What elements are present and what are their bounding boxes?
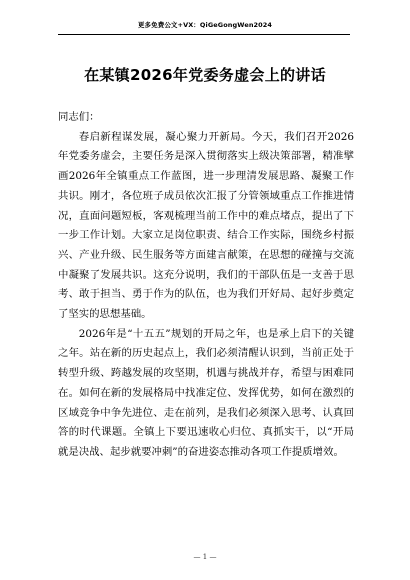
header-note: 更多免费公文+VX：QiGeGongWen2024 <box>137 21 273 29</box>
page-number: — 1 — <box>193 553 217 561</box>
document-body <box>58 108 354 463</box>
paragraph-1: 春启新程谋发展，凝心聚力开新局。今天，我们召开2026年党委务虚会，主要任务是深入贯彻落实上级决策部署，精准擘画2026年全镇重点工作蓝图，进一步理清发展思路、凝聚工作共识。刚才，各位班子成员依次汇报了分管领域重点工作推进情况，直面问题短板，客观梳理当前工作中的难点堵点，提出了下一步工作计划。大家立足岗位职责、结合工作实际，围绕乡村振兴、产业升级、民生服务等方面建言献策，在思想的碰撞与交流中凝聚了发展共识。这充分说明，我们的干部队伍是一支善于思考、敢于担当、勇于作为的队伍，也为我们开好局、起好步奠定了坚实的思想基础。 <box>58 130 354 321</box>
salutation: 同志们： <box>58 111 100 123</box>
paragraph-2: 2026年是“十五五”规划的开局之年，也是承上启下的关键之年。站在新的历史起点上，我们必须清醒认识到，当前正处于转型升级、跨越发展的攻坚期，机遇与挑战并存，希望与困难同在。如何在新的发展格局中找准定位、发挥优势，如何在激烈的区域竞争中争先进位、走在前列，是我们必须深入思考、认真回答的时代课题。全镇上下要迅速收心归位、真抓实干，以“开局就是决战、起步就要冲刺”的奋进姿态推动各项工作提质增效。 <box>58 327 354 458</box>
document-title: 在某镇2026年党委务虚会上的讲话 <box>84 66 326 84</box>
header-divider <box>58 34 350 35</box>
